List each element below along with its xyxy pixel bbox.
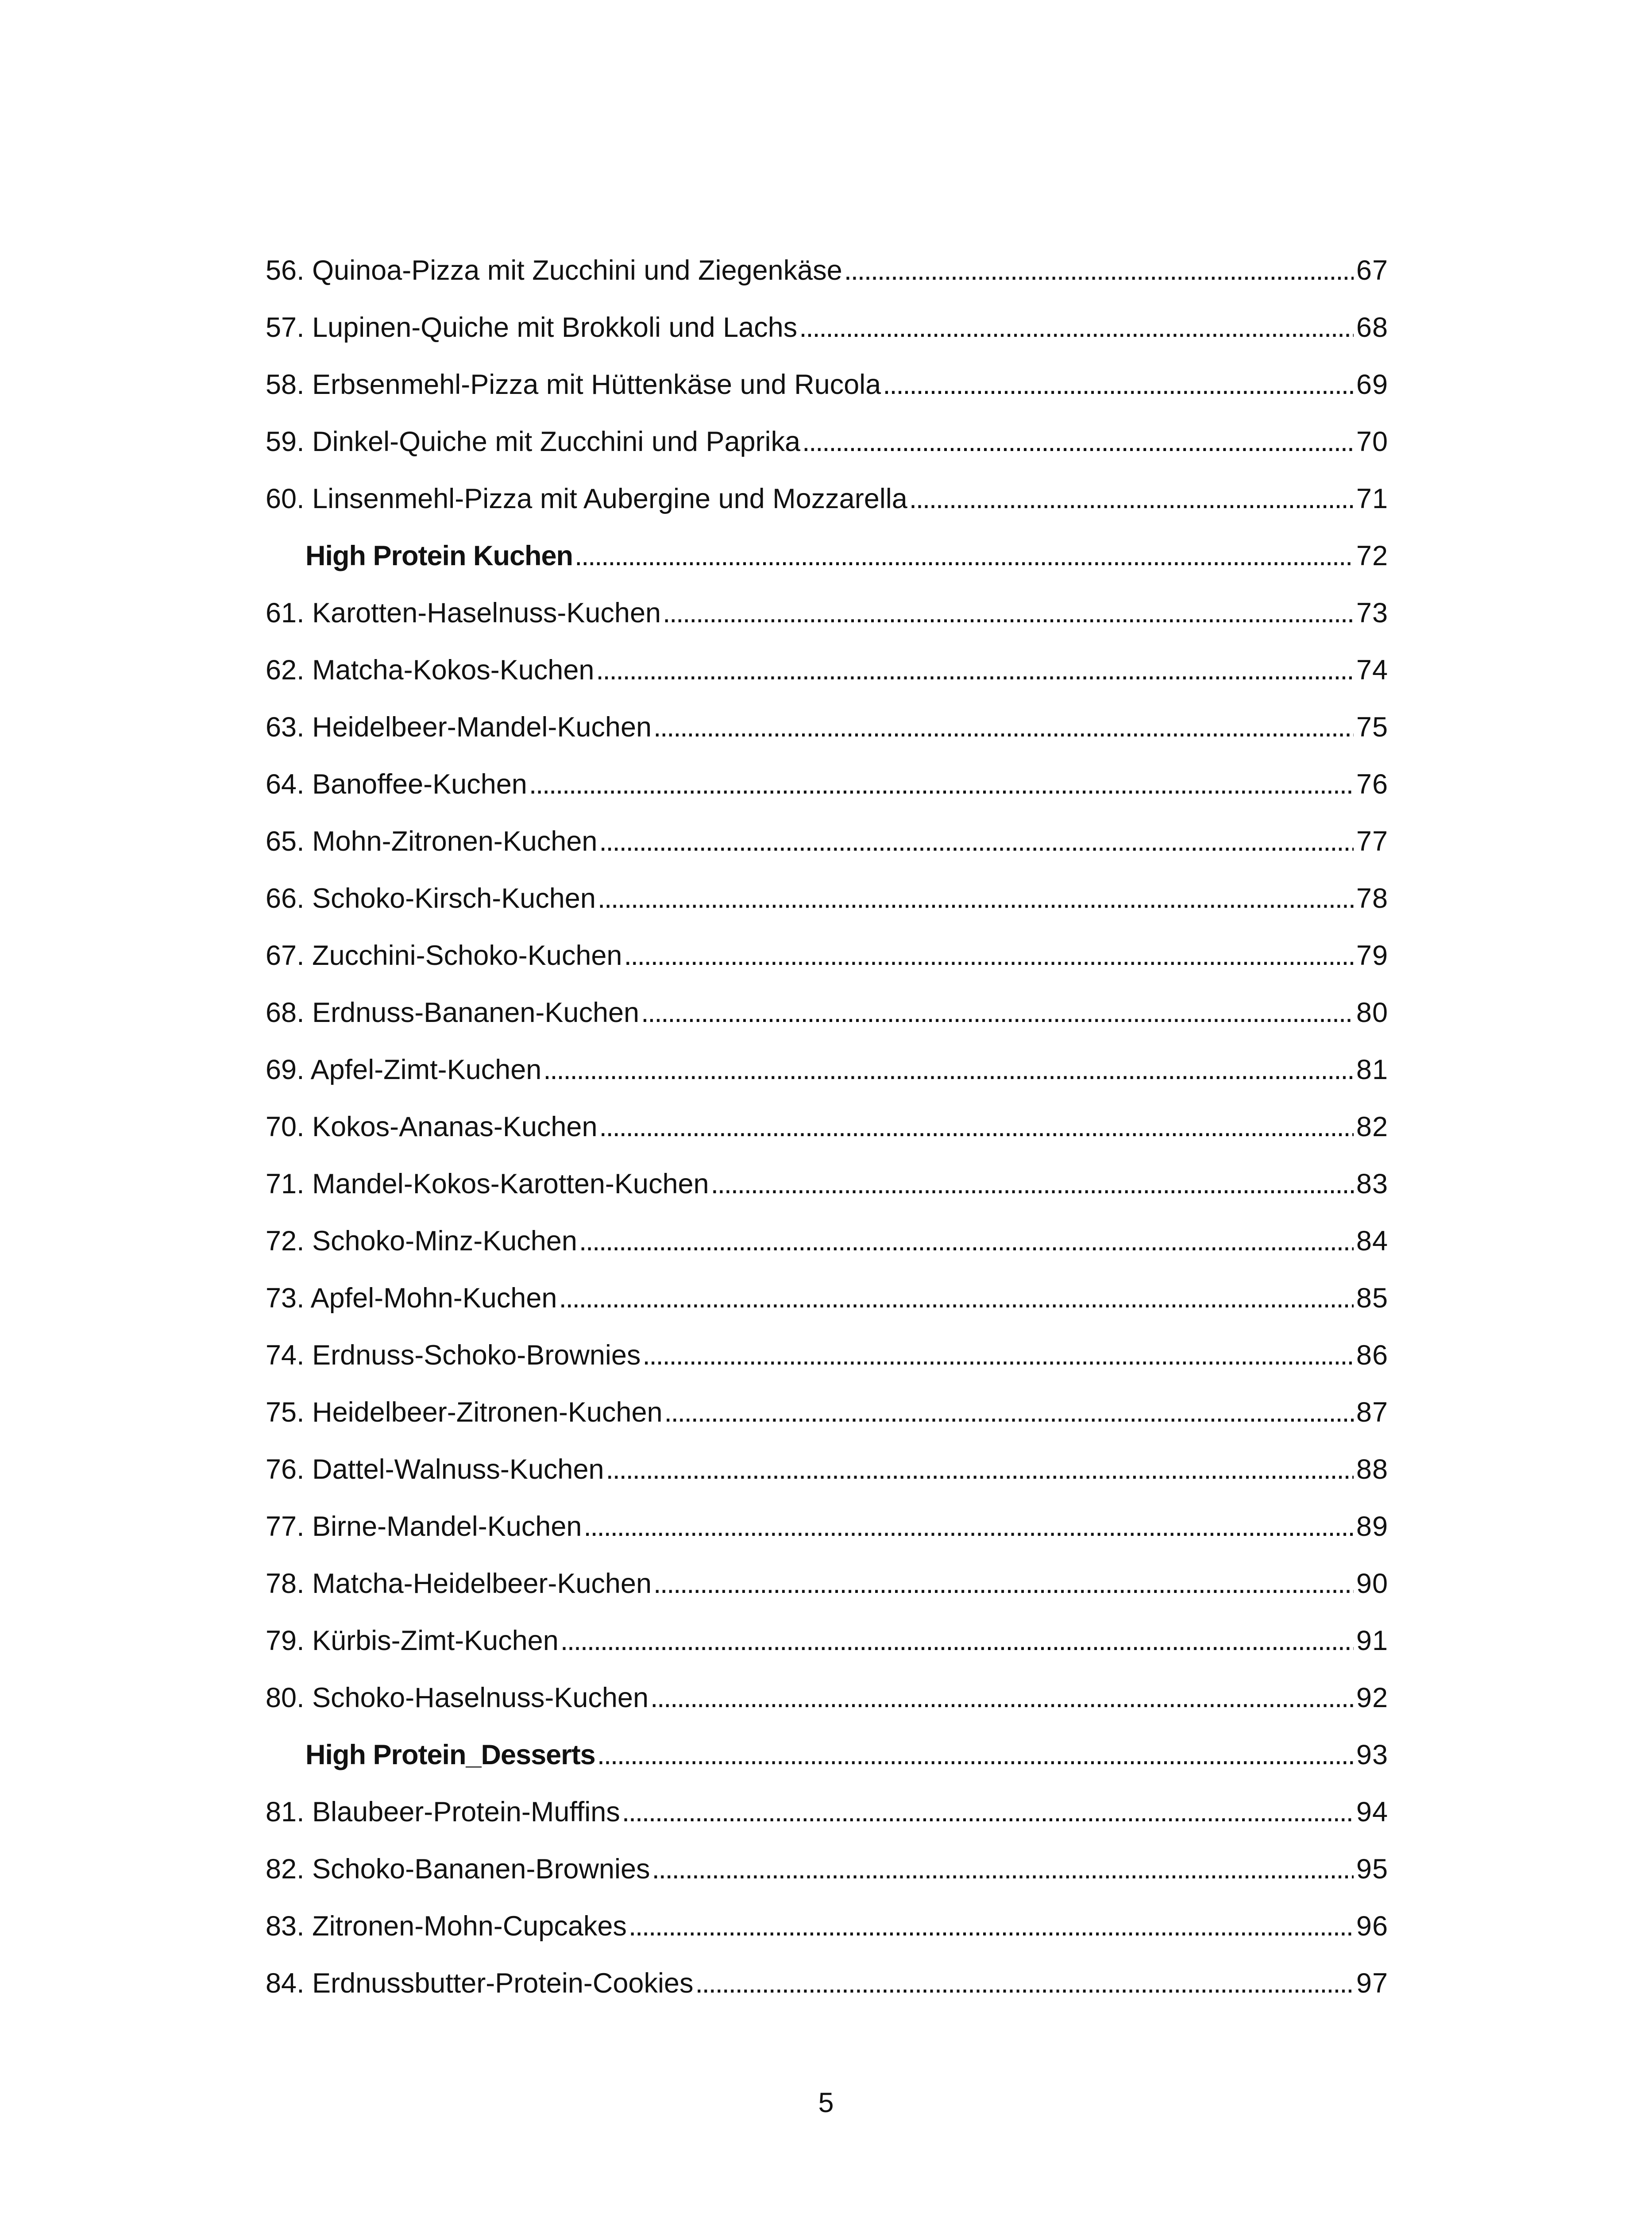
toc-entry-title: 67. Zucchini-Schoko-Kuchen — [266, 940, 622, 971]
toc-page-number: 91 — [1356, 1625, 1388, 1656]
table-of-contents — [266, 254, 1388, 2024]
toc-entry-title: 81. Blaubeer-Protein-Muffins — [266, 1797, 620, 1827]
toc-page-number: 96 — [1356, 1911, 1388, 1942]
toc-entry[interactable] — [266, 1511, 1388, 1568]
toc-dot-leader — [883, 369, 1354, 401]
toc-page-number: 87 — [1356, 1397, 1388, 1428]
toc-entry-title: 77. Birne-Mandel-Kuchen — [266, 1511, 582, 1542]
toc-page-number: 89 — [1356, 1511, 1388, 1542]
toc-entry[interactable] — [266, 1282, 1388, 1339]
toc-page-number: 80 — [1356, 997, 1388, 1028]
toc-entry-title: 70. Kokos-Ananas-Kuchen — [266, 1111, 598, 1142]
toc-entry-title: 82. Schoko-Bananen-Brownies — [266, 1854, 650, 1885]
toc-entry[interactable] — [266, 1967, 1388, 2024]
toc-dot-leader — [653, 711, 1354, 743]
toc-page-number: 83 — [1356, 1168, 1388, 1199]
toc-dot-leader — [695, 1967, 1353, 1999]
toc-entry-title: 73. Apfel-Mohn-Kuchen — [266, 1283, 557, 1314]
toc-page-number: 93 — [1356, 1739, 1388, 1770]
toc-page-number: 79 — [1356, 940, 1388, 971]
toc-entry-title: 63. Heidelbeer-Mandel-Kuchen — [266, 712, 652, 743]
toc-dot-leader — [802, 426, 1354, 458]
toc-dot-leader — [624, 940, 1353, 972]
toc-page-number: 95 — [1356, 1854, 1388, 1885]
toc-dot-leader — [799, 312, 1354, 343]
toc-entry[interactable] — [266, 312, 1388, 369]
toc-entry-title: 65. Mohn-Zitronen-Kuchen — [266, 826, 598, 857]
toc-section-title: High Protein Kuchen — [305, 540, 573, 571]
toc-dot-leader — [664, 1396, 1354, 1428]
toc-dot-leader — [598, 883, 1354, 914]
toc-dot-leader — [641, 997, 1354, 1029]
toc-dot-leader — [663, 597, 1354, 629]
toc-page-number: 82 — [1356, 1111, 1388, 1142]
toc-entry[interactable] — [266, 1054, 1388, 1111]
toc-page-number: 74 — [1356, 655, 1388, 686]
toc-page-number: 92 — [1356, 1682, 1388, 1713]
toc-dot-leader — [622, 1796, 1354, 1828]
toc-dot-leader — [575, 540, 1354, 572]
toc-dot-leader — [559, 1282, 1353, 1314]
toc-dot-leader — [711, 1168, 1354, 1200]
toc-entry[interactable] — [266, 1910, 1388, 1967]
toc-entry[interactable] — [266, 1225, 1388, 1282]
toc-entry[interactable] — [266, 940, 1388, 997]
toc-entry-title: 71. Mandel-Kokos-Karotten-Kuchen — [266, 1168, 709, 1199]
toc-dot-leader — [652, 1853, 1354, 1885]
toc-dot-leader — [909, 483, 1354, 515]
toc-entry[interactable] — [266, 1396, 1388, 1453]
toc-entry[interactable] — [266, 654, 1388, 711]
toc-entry-title: 61. Karotten-Haselnuss-Kuchen — [266, 598, 661, 628]
toc-entry-title: 84. Erdnussbutter-Protein-Cookies — [266, 1968, 694, 1999]
toc-entry-title: 72. Schoko-Minz-Kuchen — [266, 1226, 577, 1257]
toc-entry-title: 66. Schoko-Kirsch-Kuchen — [266, 883, 596, 914]
toc-dot-leader — [642, 1339, 1354, 1371]
toc-dot-leader — [529, 768, 1354, 800]
toc-entry[interactable] — [266, 711, 1388, 768]
toc-page-number: 88 — [1356, 1454, 1388, 1485]
toc-entry[interactable] — [266, 483, 1388, 540]
toc-entry[interactable] — [266, 426, 1388, 483]
toc-entry[interactable] — [266, 1111, 1388, 1168]
toc-page-number: 69 — [1356, 369, 1388, 400]
toc-page-number: 68 — [1356, 312, 1388, 343]
toc-dot-leader — [599, 825, 1354, 857]
toc-dot-leader — [599, 1111, 1353, 1143]
toc-page-number: 72 — [1356, 540, 1388, 571]
toc-dot-leader — [583, 1511, 1354, 1542]
toc-entry[interactable] — [266, 1796, 1388, 1853]
toc-entry[interactable] — [266, 1568, 1388, 1625]
toc-dot-leader — [844, 254, 1354, 286]
toc-page-number: 76 — [1356, 769, 1388, 800]
toc-page-number: 94 — [1356, 1797, 1388, 1827]
toc-page-number: 70 — [1356, 426, 1388, 457]
toc-entry[interactable] — [266, 254, 1388, 312]
toc-entry-title: 79. Kürbis-Zimt-Kuchen — [266, 1625, 559, 1656]
toc-dot-leader — [543, 1054, 1354, 1086]
toc-dot-leader — [596, 654, 1354, 686]
toc-page-number: 77 — [1356, 826, 1388, 857]
toc-page-number: 75 — [1356, 712, 1388, 743]
toc-dot-leader — [606, 1453, 1354, 1485]
toc-entry[interactable] — [266, 997, 1388, 1054]
toc-entry-title: 80. Schoko-Haselnuss-Kuchen — [266, 1682, 648, 1713]
toc-dot-leader — [650, 1682, 1354, 1714]
toc-entry-title: 68. Erdnuss-Bananen-Kuchen — [266, 997, 640, 1028]
toc-entry-title: 56. Quinoa-Pizza mit Zucchini und Ziegenkäse — [266, 255, 842, 286]
toc-entry-title: 59. Dinkel-Quiche mit Zucchini und Paprika — [266, 426, 801, 457]
toc-page-number: 81 — [1356, 1054, 1388, 1085]
toc-entry[interactable] — [266, 1853, 1388, 1910]
toc-page-number: 78 — [1356, 883, 1388, 914]
toc-entry[interactable] — [266, 1168, 1388, 1225]
toc-section-heading[interactable] — [266, 540, 1388, 597]
toc-entry[interactable] — [266, 768, 1388, 825]
toc-entry[interactable] — [266, 597, 1388, 654]
toc-entry[interactable] — [266, 369, 1388, 426]
toc-entry-title: 75. Heidelbeer-Zitronen-Kuchen — [266, 1397, 663, 1428]
toc-dot-leader — [560, 1625, 1354, 1657]
toc-page-number: 73 — [1356, 598, 1388, 628]
toc-entry[interactable] — [266, 1625, 1388, 1682]
toc-entry-title: 78. Matcha-Heidelbeer-Kuchen — [266, 1568, 652, 1599]
toc-page-number: 97 — [1356, 1968, 1388, 1999]
toc-page-number: 90 — [1356, 1568, 1388, 1599]
toc-entry-title: 74. Erdnuss-Schoko-Brownies — [266, 1340, 641, 1371]
toc-page-number: 67 — [1356, 255, 1388, 286]
toc-entry-title: 57. Lupinen-Quiche mit Brokkoli und Lachs — [266, 312, 798, 343]
toc-entry-title: 83. Zitronen-Mohn-Cupcakes — [266, 1911, 627, 1942]
toc-entry[interactable] — [266, 883, 1388, 940]
toc-page-number: 71 — [1356, 483, 1388, 514]
toc-dot-leader — [579, 1225, 1354, 1257]
toc-entry-title: 58. Erbsenmehl-Pizza mit Hüttenkäse und Rucola — [266, 369, 881, 400]
toc-entry[interactable] — [266, 1453, 1388, 1511]
toc-entry-title: 60. Linsenmehl-Pizza mit Aubergine und Mozzarella — [266, 483, 907, 514]
toc-page-number: 85 — [1356, 1283, 1388, 1314]
toc-dot-leader — [629, 1910, 1354, 1942]
toc-entry-title: 76. Dattel-Walnuss-Kuchen — [266, 1454, 604, 1485]
toc-dot-leader — [653, 1568, 1354, 1600]
toc-dot-leader — [597, 1739, 1354, 1771]
toc-entry-title: 69. Apfel-Zimt-Kuchen — [266, 1054, 542, 1085]
toc-entry-title: 62. Matcha-Kokos-Kuchen — [266, 655, 594, 686]
toc-section-heading[interactable] — [266, 1739, 1388, 1796]
page-number: 5 — [818, 2087, 834, 2118]
toc-section-title: High Protein_Desserts — [305, 1739, 595, 1770]
toc-entry[interactable] — [266, 1339, 1388, 1396]
toc-entry[interactable] — [266, 1682, 1388, 1739]
toc-page-number: 84 — [1356, 1226, 1388, 1257]
toc-entry[interactable] — [266, 825, 1388, 883]
toc-entry-title: 64. Banoffee-Kuchen — [266, 769, 527, 800]
toc-page-number: 86 — [1356, 1340, 1388, 1371]
